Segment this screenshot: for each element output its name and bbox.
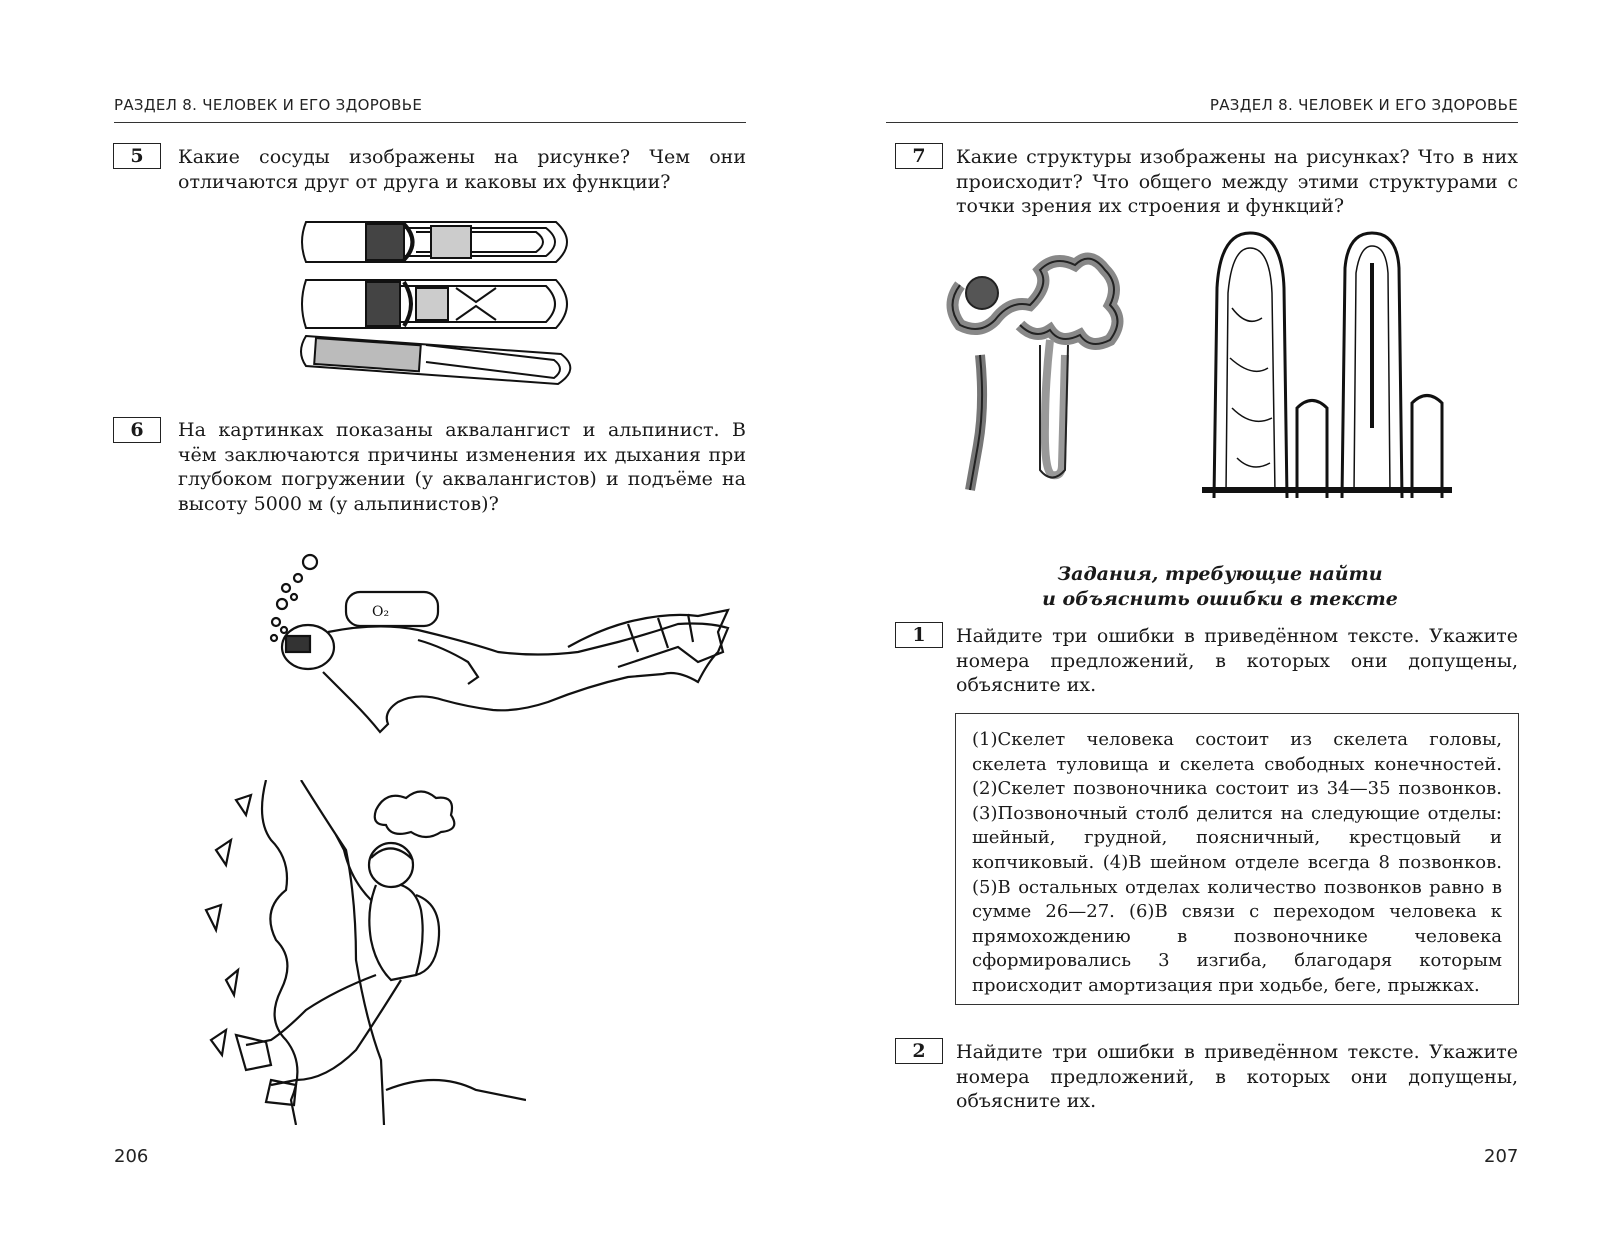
question-2-text: Найдите три ошибки в приведённом тексте. Укажите номера предложений, в которых они допущены, объясните их. [956,1041,1518,1112]
page-number: 207 [1484,1146,1519,1167]
scuba-diver-illustration [268,552,738,762]
question-1-text: Найдите три ошибки в приведённом тексте. Укажите номера предложений, в которых они допущены, объясните их. [956,625,1518,696]
mountain-climber-illustration [176,780,526,1125]
nephron-illustration [940,245,1170,505]
intestinal-villi-illustration [1202,228,1452,504]
question-number-5: 5 [113,143,161,169]
running-header: РАЗДЕЛ 8. ЧЕЛОВЕК И ЕГО ЗДОРОВЬЕ [886,96,1518,123]
running-header: РАЗДЕЛ 8. ЧЕЛОВЕК И ЕГО ЗДОРОВЬЕ [114,96,746,123]
question-number-7: 7 [895,143,943,169]
question-5-text: Какие сосуды изображены на рисунке? Чем они отличаются друг от друга и каковы их функции? [178,146,746,193]
question-number-1: 1 [895,622,943,648]
question-7-text: Какие структуры изображены на рисунках? Что в них происходит? Что общего между этими структурами с точки зрения их строения и функций? [956,146,1518,217]
question-number-2: 2 [895,1038,943,1064]
section-title-line-1: Задания, требующие найти [1057,563,1383,585]
question-6-text: На картинках показаны аквалангист и альпинист. В чём заключаются причины изменения их дыхания при глубоком погружении (у аквалангистов) и подъёме на высоту 5000 м (у альпинистов)? [178,419,746,515]
page-number: 206 [114,1146,149,1167]
error-text-box: (1)Скелет человека состоит из скелета головы, скелета туловища и скелета свободных конечностей. (2)Скелет позвоночника состоит из 34—35 позвонков. (3)Позвоночный столб делится на следующие отделы: шейный, грудной, поясничный, крестцовый и копчиковый. (4)В шейном отделе всегда 8 позвонков. (5)В остальных отделах количество позвонков равно в сумме 26—27. (6)В связи с переходом человека к прямохождению в позвоночнике человека сформировались 3 изгиба, благодаря которым происходит амортизация при ходьбе, беге, прыжках. [955,713,1519,1005]
section-title [970,562,1470,612]
right-page [810,0,1620,1258]
blood-vessels-illustration [296,214,586,394]
diver-tank-label: O₂ [372,604,390,620]
section-title-line-2: и объяснить ошибки в тексте [1042,588,1398,610]
question-number-6: 6 [113,417,161,443]
